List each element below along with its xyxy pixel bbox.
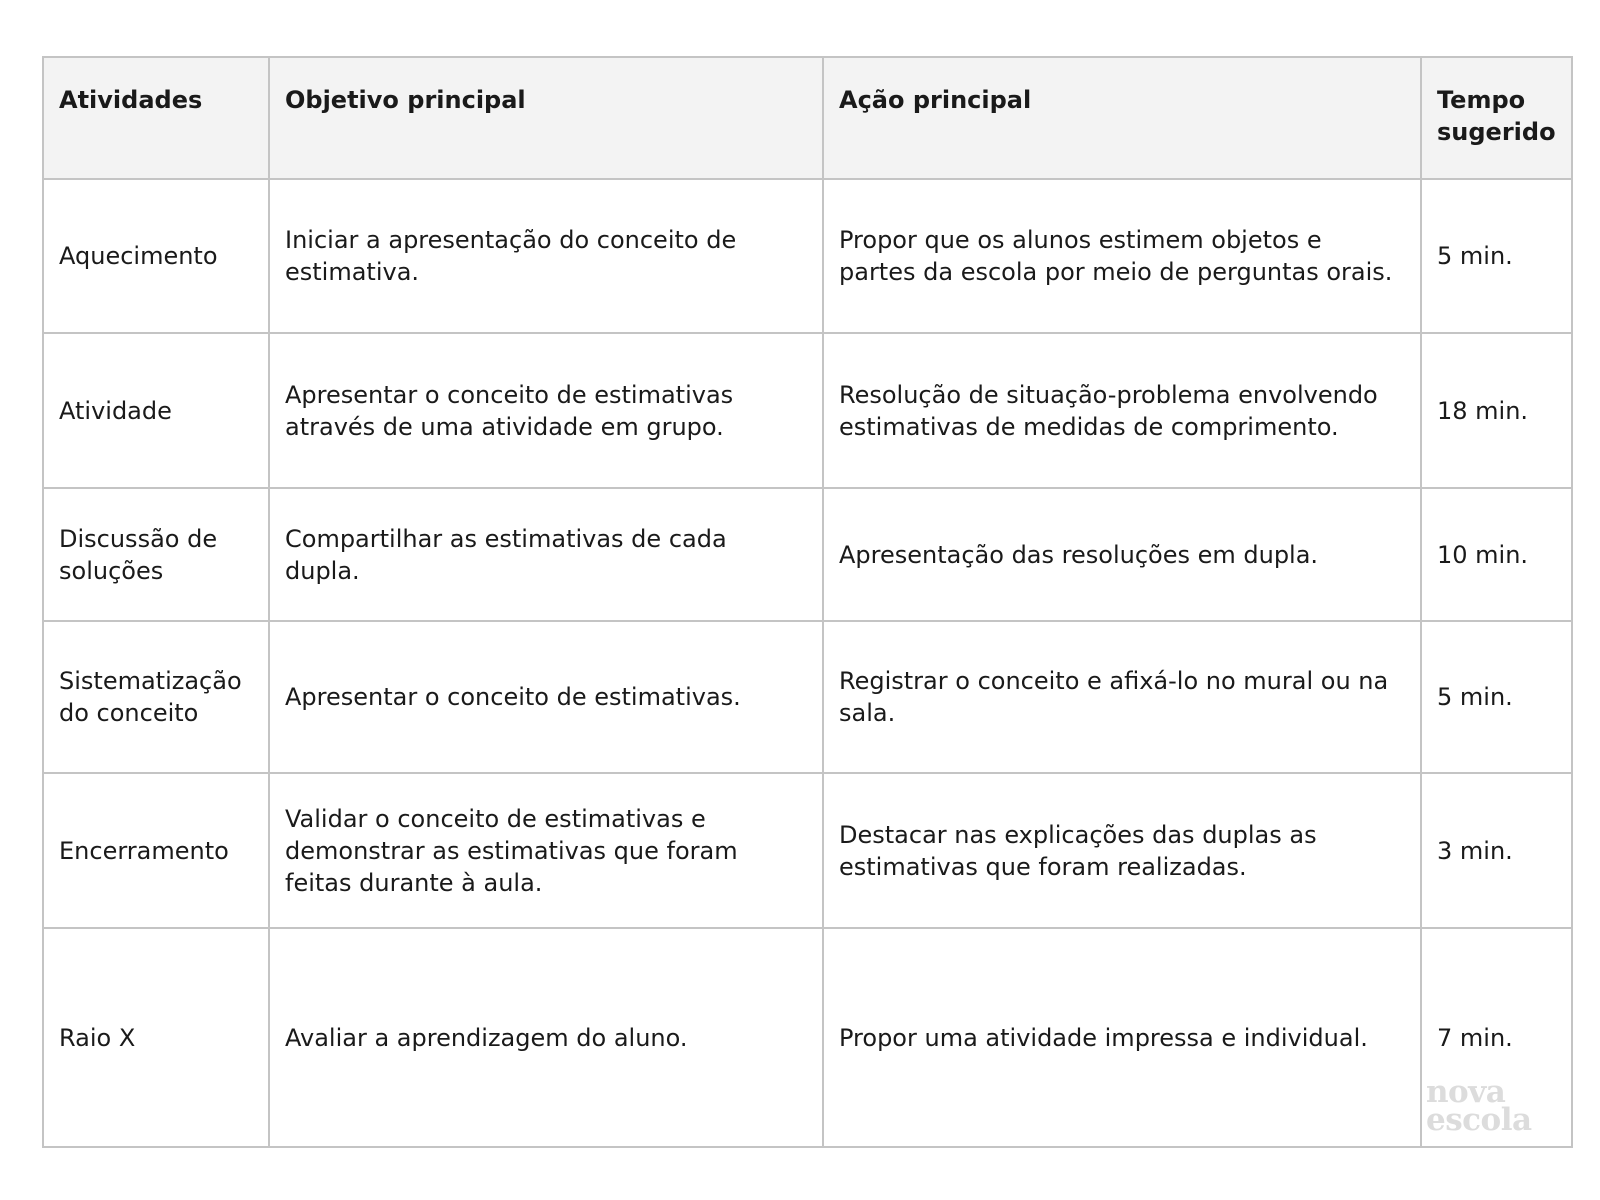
logo-line-2: escola: [1426, 1102, 1532, 1138]
cell-tempo-with-logo: [1421, 928, 1572, 1147]
cell-tempo: 18 min.: [1421, 333, 1572, 488]
cell-atividade: Aquecimento: [43, 179, 269, 333]
header-tempo: Tempo sugerido: [1421, 57, 1572, 179]
header-objetivo: Objetivo principal: [269, 57, 823, 179]
cell-objetivo: Iniciar a apresentação do conceito de estimativa.: [269, 179, 823, 333]
nova-escola-logo: [1426, 1074, 1532, 1138]
cell-acao: Apresentação das resoluções em dupla.: [823, 488, 1421, 621]
header-atividades: Atividades: [43, 57, 269, 179]
cell-atividade: Raio X: [43, 928, 269, 1147]
cell-objetivo: Avaliar a aprendizagem do aluno.: [269, 928, 823, 1147]
cell-acao: Registrar o conceito e afixá-lo no mural ou na sala.: [823, 621, 1421, 773]
cell-tempo: 5 min.: [1421, 621, 1572, 773]
lesson-plan-table: [42, 56, 1573, 1148]
cell-atividade: Sistematização do conceito: [43, 621, 269, 773]
cell-acao: Resolução de situação-problema envolvendo estimativas de medidas de comprimento.: [823, 333, 1421, 488]
table-row: [43, 928, 1572, 1147]
cell-atividade: Discussão de soluções: [43, 488, 269, 621]
cell-tempo: 5 min.: [1421, 179, 1572, 333]
cell-acao: Propor que os alunos estimem objetos e partes da escola por meio de perguntas orais.: [823, 179, 1421, 333]
cell-atividade: Encerramento: [43, 773, 269, 928]
cell-objetivo: Validar o conceito de estimativas e demonstrar as estimativas que foram feitas durante à aula.: [269, 773, 823, 928]
cell-acao: Destacar nas explicações das duplas as estimativas que foram realizadas.: [823, 773, 1421, 928]
table-row: [43, 488, 1572, 621]
cell-tempo: 10 min.: [1421, 488, 1572, 621]
header-acao: Ação principal: [823, 57, 1421, 179]
cell-objetivo: Apresentar o conceito de estimativas.: [269, 621, 823, 773]
cell-tempo: 3 min.: [1421, 773, 1572, 928]
cell-atividade: Atividade: [43, 333, 269, 488]
logo-line-1: nova: [1426, 1074, 1506, 1110]
table-row: [43, 621, 1572, 773]
table-row: [43, 333, 1572, 488]
cell-acao: Propor uma atividade impressa e individual.: [823, 928, 1421, 1147]
cell-tempo: 7 min.: [1437, 1023, 1513, 1052]
cell-objetivo: Apresentar o conceito de estimativas através de uma atividade em grupo.: [269, 333, 823, 488]
table-row: [43, 179, 1572, 333]
table-header-row: [43, 57, 1572, 179]
cell-objetivo: Compartilhar as estimativas de cada dupla.: [269, 488, 823, 621]
table-row: [43, 773, 1572, 928]
